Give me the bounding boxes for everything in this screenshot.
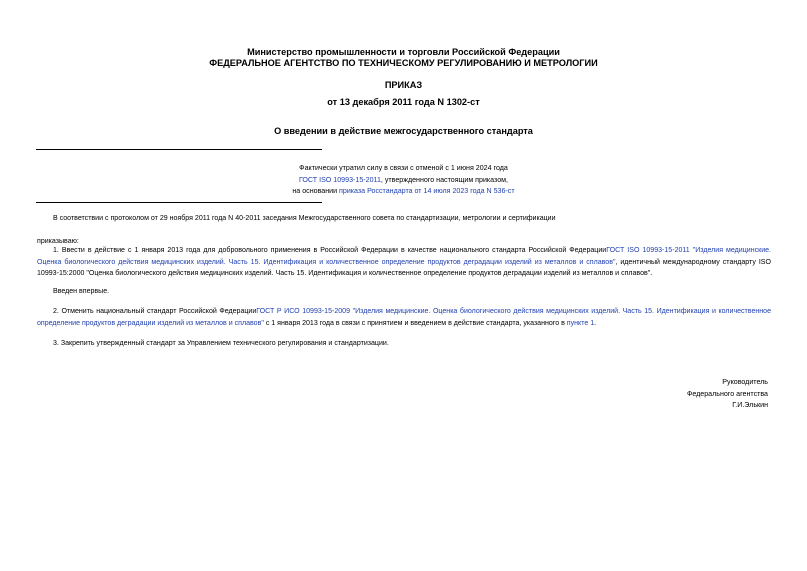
item-2-clause-link[interactable]: пункте 1 (566, 319, 595, 327)
item-2 (37, 306, 771, 329)
item-2-standard-link[interactable]: ГОСТ Р ИСО 10993-15-2009 "Изделия медицинские. Оценка биологического действия медицинских изделий. Часть 15. Идентификация и количественное определение продуктов деградации изделий из металлов и сплавов" (37, 308, 771, 327)
agency-title: ФЕДЕРАЛЬНОЕ АГЕНТСТВО ПО ТЕХНИЧЕСКОМУ РЕГУЛИРОВАНИЮ И МЕТРОЛОГИИ (209, 58, 598, 68)
signature-org: Федерального агентства (686, 389, 768, 398)
status-note-prefix: на основании (292, 187, 340, 195)
status-note-line1: Фактически утратил силу в связи с отменой с 1 июня 2024 года (299, 164, 508, 172)
signature-role: Руководитель (722, 378, 768, 386)
item-2-mid: с 1 января 2013 года в связи с принятием и введением в действие стандарта, указанного в (263, 319, 567, 327)
item-2-end: . (594, 319, 597, 327)
item-2-text: 2. Отменить национальный стандарт Российской Федерации (53, 308, 257, 315)
signature-name: Г.И.Элькин (732, 401, 768, 409)
item-3: 3. Закрепить утвержденный стандарт за Управлением технического регулирования и стандартизации. (53, 340, 389, 347)
ministry-title: Министерство промышленности и торговли Российской Федерации (247, 47, 560, 57)
standard-link[interactable]: ГОСТ ISO 10993-15-2011 (298, 175, 381, 184)
order-link[interactable]: приказа Росстандарта от 14 июля 2023 года N 536-ст (339, 187, 515, 195)
order-word: приказываю: (37, 238, 79, 245)
status-note-line2 (0, 175, 807, 187)
doc-date-number: от 13 декабря 2011 года N 1302-ст (327, 97, 480, 107)
status-note-line3 (0, 186, 807, 198)
intro-paragraph: В соответствии с протоколом от 29 ноября 2011 года N 40-2011 заседания Межгосударственного совета по стандартизации, метрологии и сертификации (53, 215, 556, 222)
item-1 (37, 245, 771, 280)
status-note-text: , утвержденного настоящим приказом, (380, 175, 509, 184)
item-1-text: 1. Ввести в действие с 1 января 2013 года для добровольного применения в Российской Федерации в качестве национального стандарта Российской Федерации (53, 247, 607, 254)
item-1-standard-link[interactable]: ГОСТ ISO 10993-15-2011 "Изделия медицинские. Оценка биологического действия медицинских изделий. Часть 15. Идентификация и количественное определение продуктов деградации изделий из металлов и сплавов" (37, 247, 772, 266)
item-1-tail: , идентичный международному стандарту ISO 10993-15:2000 "Оценка биологического действия медицинских изделий. Часть 15. Идентификация и количественное определение продуктов деградации изделий из металлов и сплавов". (37, 258, 771, 277)
divider-top (36, 149, 322, 150)
first-intro-note: Введен впервые. (53, 288, 110, 295)
doc-subject: О введении в действие межгосударственного стандарта (274, 126, 533, 136)
doc-type: ПРИКАЗ (384, 80, 423, 90)
divider-bottom (36, 202, 322, 203)
